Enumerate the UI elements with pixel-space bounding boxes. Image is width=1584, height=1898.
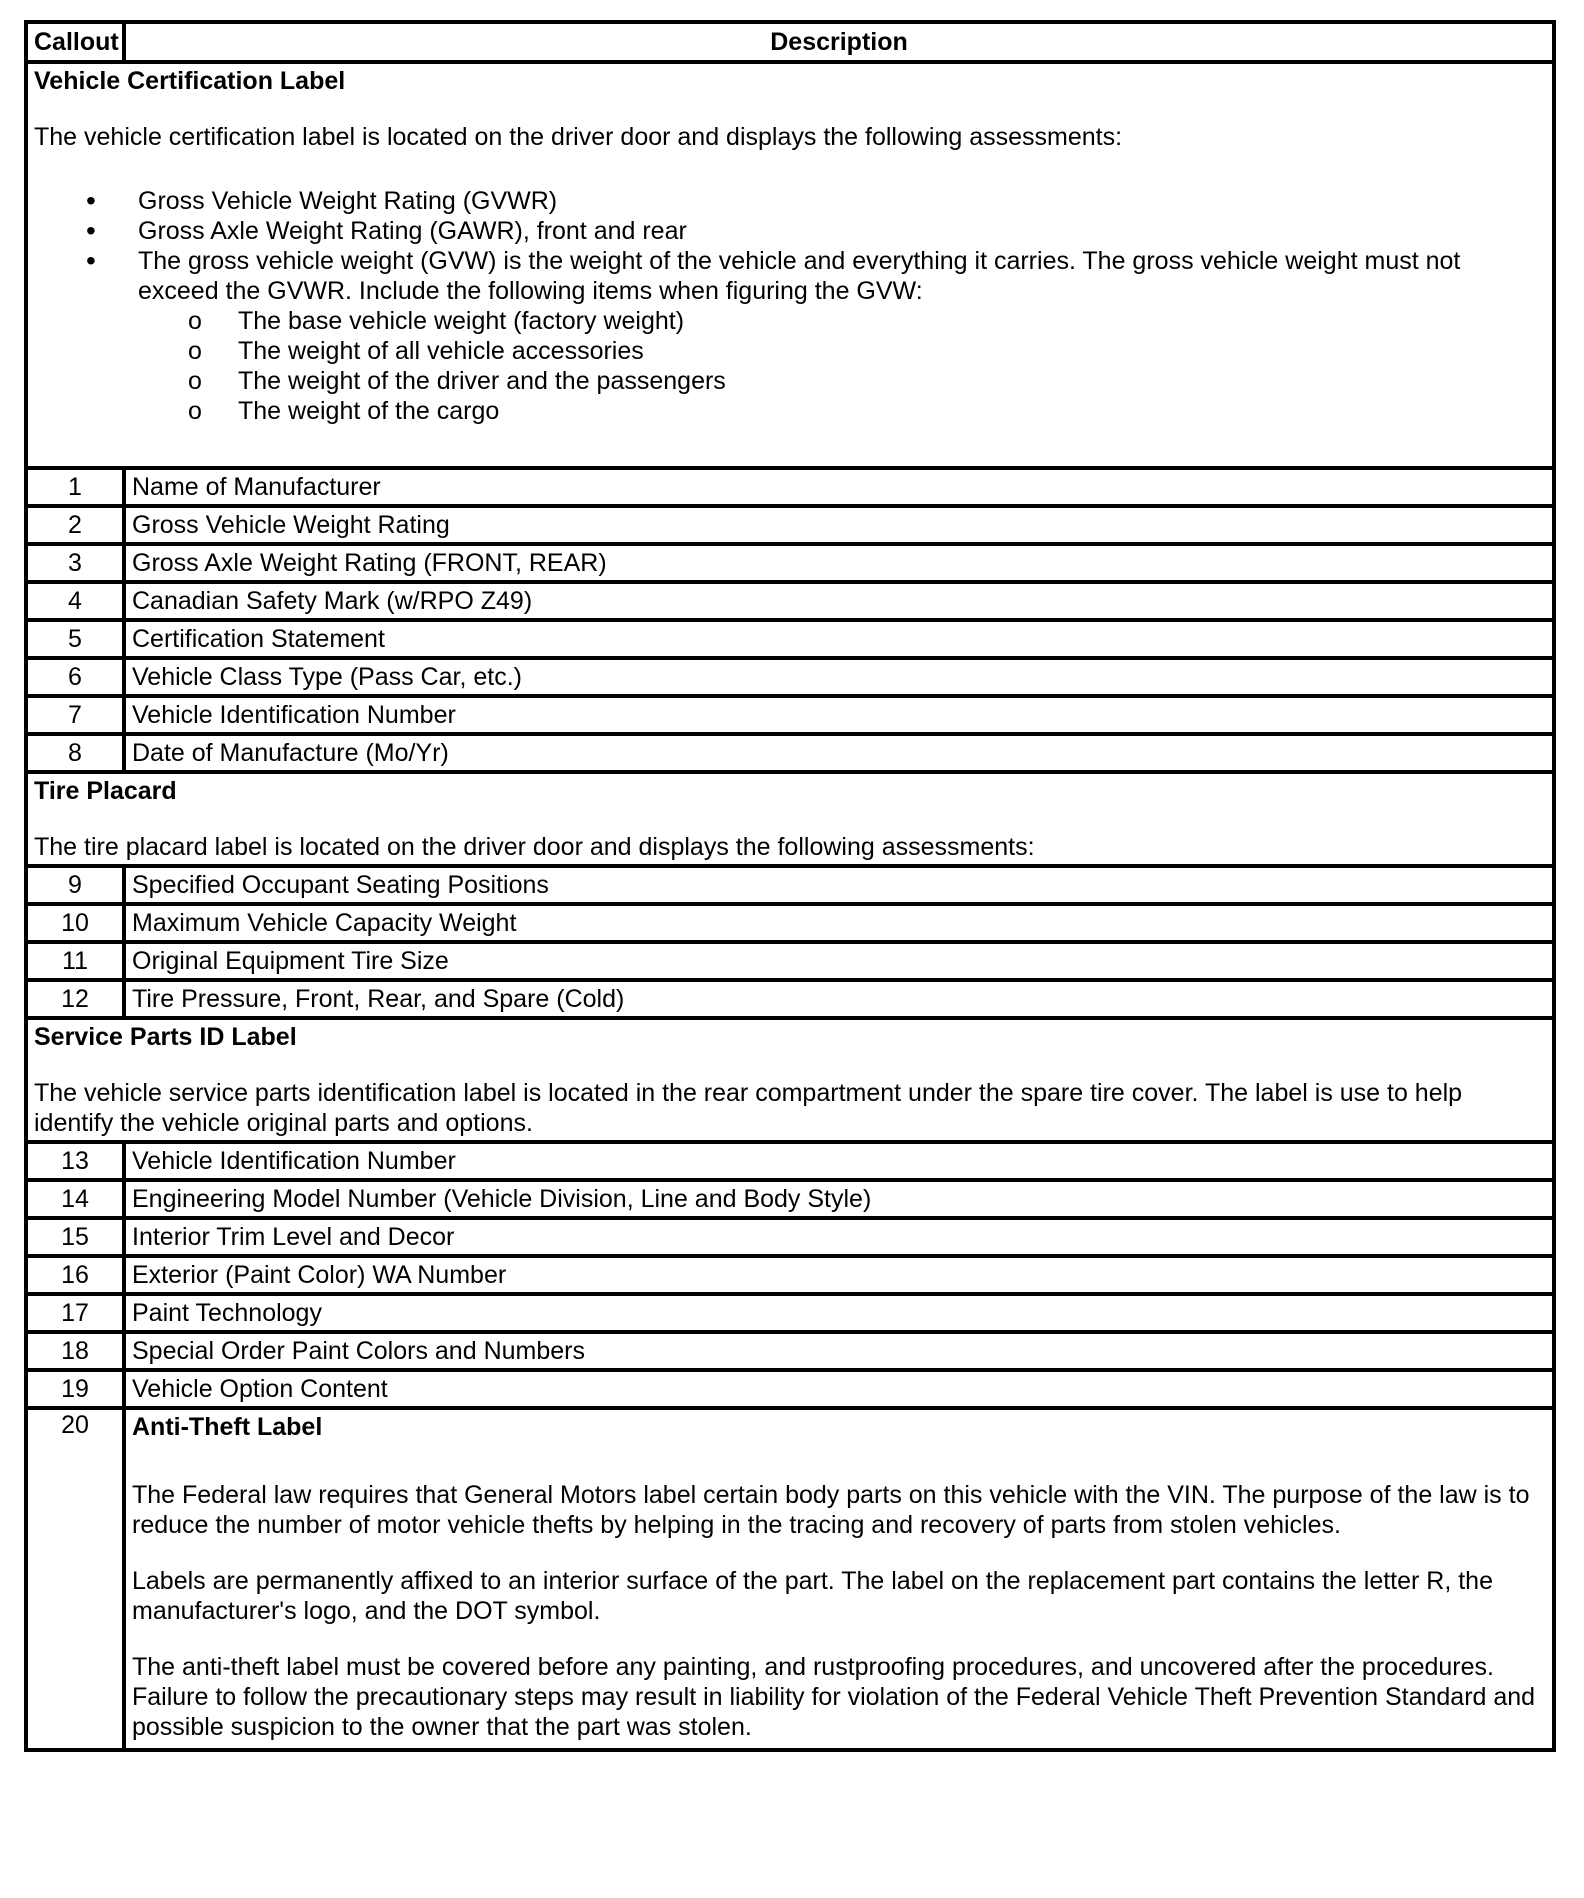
callout-number: 13 bbox=[26, 1142, 124, 1180]
callout-description: Date of Manufacture (Mo/Yr) bbox=[124, 734, 1554, 772]
callout-description: Exterior (Paint Color) WA Number bbox=[124, 1256, 1554, 1294]
section-anti-theft bbox=[26, 1408, 1554, 1750]
section-title: Anti-Theft Label bbox=[132, 1413, 323, 1441]
table-row bbox=[26, 1294, 1554, 1332]
callout-description: Certification Statement bbox=[124, 620, 1554, 658]
callout-description: Special Order Paint Colors and Numbers bbox=[124, 1332, 1554, 1370]
callout-number: 19 bbox=[26, 1370, 124, 1408]
callout-number: 18 bbox=[26, 1332, 124, 1370]
table-row bbox=[26, 866, 1554, 904]
callout-description: Gross Axle Weight Rating (FRONT, REAR) bbox=[124, 544, 1554, 582]
section-title: Service Parts ID Label bbox=[34, 1023, 297, 1051]
callout-description: Engineering Model Number (Vehicle Division, Line and Body Style) bbox=[124, 1180, 1554, 1218]
table-row bbox=[26, 904, 1554, 942]
callout-number: 1 bbox=[26, 468, 124, 506]
callout-description: Vehicle Class Type (Pass Car, etc.) bbox=[124, 658, 1554, 696]
callout-description: Vehicle Identification Number bbox=[124, 696, 1554, 734]
header-description: Description bbox=[124, 22, 1554, 62]
list-item: • Gross Axle Weight Rating (GAWR), front and rear bbox=[138, 216, 1546, 246]
list-item bbox=[138, 246, 1546, 426]
callout-number: 10 bbox=[26, 904, 124, 942]
callout-number: 3 bbox=[26, 544, 124, 582]
table-row bbox=[26, 1218, 1554, 1256]
table-header-row bbox=[26, 22, 1554, 62]
table-row bbox=[26, 658, 1554, 696]
section-title: Tire Placard bbox=[34, 777, 177, 805]
sub-list-item: o The weight of all vehicle accessories bbox=[238, 336, 1546, 366]
callout-description: Maximum Vehicle Capacity Weight bbox=[124, 904, 1554, 942]
section-intro: The vehicle certification label is located on the driver door and displays the following assessments: bbox=[34, 123, 1123, 151]
callout-number: 14 bbox=[26, 1180, 124, 1218]
callout-description: Interior Trim Level and Decor bbox=[124, 1218, 1554, 1256]
table-row bbox=[26, 582, 1554, 620]
sub-list-item: o The weight of the cargo bbox=[238, 396, 1546, 426]
table-row bbox=[26, 1142, 1554, 1180]
callout-description: Original Equipment Tire Size bbox=[124, 942, 1554, 980]
section-certification bbox=[26, 62, 1554, 468]
table-row bbox=[26, 1370, 1554, 1408]
sub-list-item: o The weight of the driver and the passengers bbox=[238, 366, 1546, 396]
callout-number: 4 bbox=[26, 582, 124, 620]
callout-number: 2 bbox=[26, 506, 124, 544]
section-intro: The vehicle service parts identification label is located in the rear compartment under the spare tire cover. The label is use to help identify the vehicle original parts and options. bbox=[34, 1079, 1463, 1137]
callout-description: Specified Occupant Seating Positions bbox=[124, 866, 1554, 904]
sub-list-item: o The base vehicle weight (factory weight) bbox=[238, 306, 1546, 336]
list-item: • Gross Vehicle Weight Rating (GVWR) bbox=[138, 186, 1546, 216]
table-row bbox=[26, 980, 1554, 1018]
callout-number: 7 bbox=[26, 696, 124, 734]
callout-number: 5 bbox=[26, 620, 124, 658]
callout-number: 11 bbox=[26, 942, 124, 980]
callout-description: Vehicle Option Content bbox=[124, 1370, 1554, 1408]
anti-theft-description bbox=[124, 1408, 1554, 1750]
callout-description: Paint Technology bbox=[124, 1294, 1554, 1332]
callout-number: 16 bbox=[26, 1256, 124, 1294]
sub-bullet-list bbox=[138, 306, 1546, 426]
table-row bbox=[26, 1256, 1554, 1294]
callout-description: Canadian Safety Mark (w/RPO Z49) bbox=[124, 582, 1554, 620]
callout-description: Vehicle Identification Number bbox=[124, 1142, 1554, 1180]
paragraph: The Federal law requires that General Motors label certain body parts on this vehicle with the VIN. The purpose of the law is to reduce the number of motor vehicle thefts by helping in the tracing and recovery of parts from stolen vehicles. bbox=[132, 1481, 1530, 1539]
section-tire-placard bbox=[26, 772, 1554, 866]
table-row bbox=[26, 696, 1554, 734]
callout-description: Gross Vehicle Weight Rating bbox=[124, 506, 1554, 544]
paragraph: Labels are permanently affixed to an interior surface of the part. The label on the replacement part contains the letter R, the manufacturer's logo, and the DOT symbol. bbox=[132, 1567, 1493, 1625]
list-item-text: The gross vehicle weight (GVW) is the weight of the vehicle and everything it carries. The gross vehicle weight must not exceed the GVWR. Include the following items when figuring the GVW: bbox=[138, 247, 1461, 305]
table-row bbox=[26, 620, 1554, 658]
callout-description: Tire Pressure, Front, Rear, and Spare (Cold) bbox=[124, 980, 1554, 1018]
header-callout: Callout bbox=[26, 22, 124, 62]
callout-number: 9 bbox=[26, 866, 124, 904]
table-row bbox=[26, 468, 1554, 506]
section-title: Vehicle Certification Label bbox=[34, 67, 346, 95]
table-row bbox=[26, 734, 1554, 772]
callout-table bbox=[24, 20, 1556, 1752]
callout-number: 6 bbox=[26, 658, 124, 696]
callout-number: 15 bbox=[26, 1218, 124, 1256]
table-row bbox=[26, 1332, 1554, 1370]
table-row bbox=[26, 1180, 1554, 1218]
callout-number: 20 bbox=[26, 1408, 124, 1750]
callout-number: 8 bbox=[26, 734, 124, 772]
callout-description: Name of Manufacturer bbox=[124, 468, 1554, 506]
document-page bbox=[24, 20, 1556, 1752]
callout-number: 17 bbox=[26, 1294, 124, 1332]
section-intro: The tire placard label is located on the driver door and displays the following assessments: bbox=[34, 833, 1035, 861]
paragraph: The anti-theft label must be covered before any painting, and rustproofing procedures, and uncovered after the procedures. Failure to follow the precautionary steps may result in liability for violation of the Federal Vehicle Theft Prevention Standard and possible suspicion to the owner that the part was stolen. bbox=[132, 1653, 1536, 1741]
callout-number: 12 bbox=[26, 980, 124, 1018]
section-service-parts bbox=[26, 1018, 1554, 1142]
table-row bbox=[26, 544, 1554, 582]
bullet-list bbox=[34, 186, 1546, 426]
table-row bbox=[26, 942, 1554, 980]
table-row bbox=[26, 506, 1554, 544]
